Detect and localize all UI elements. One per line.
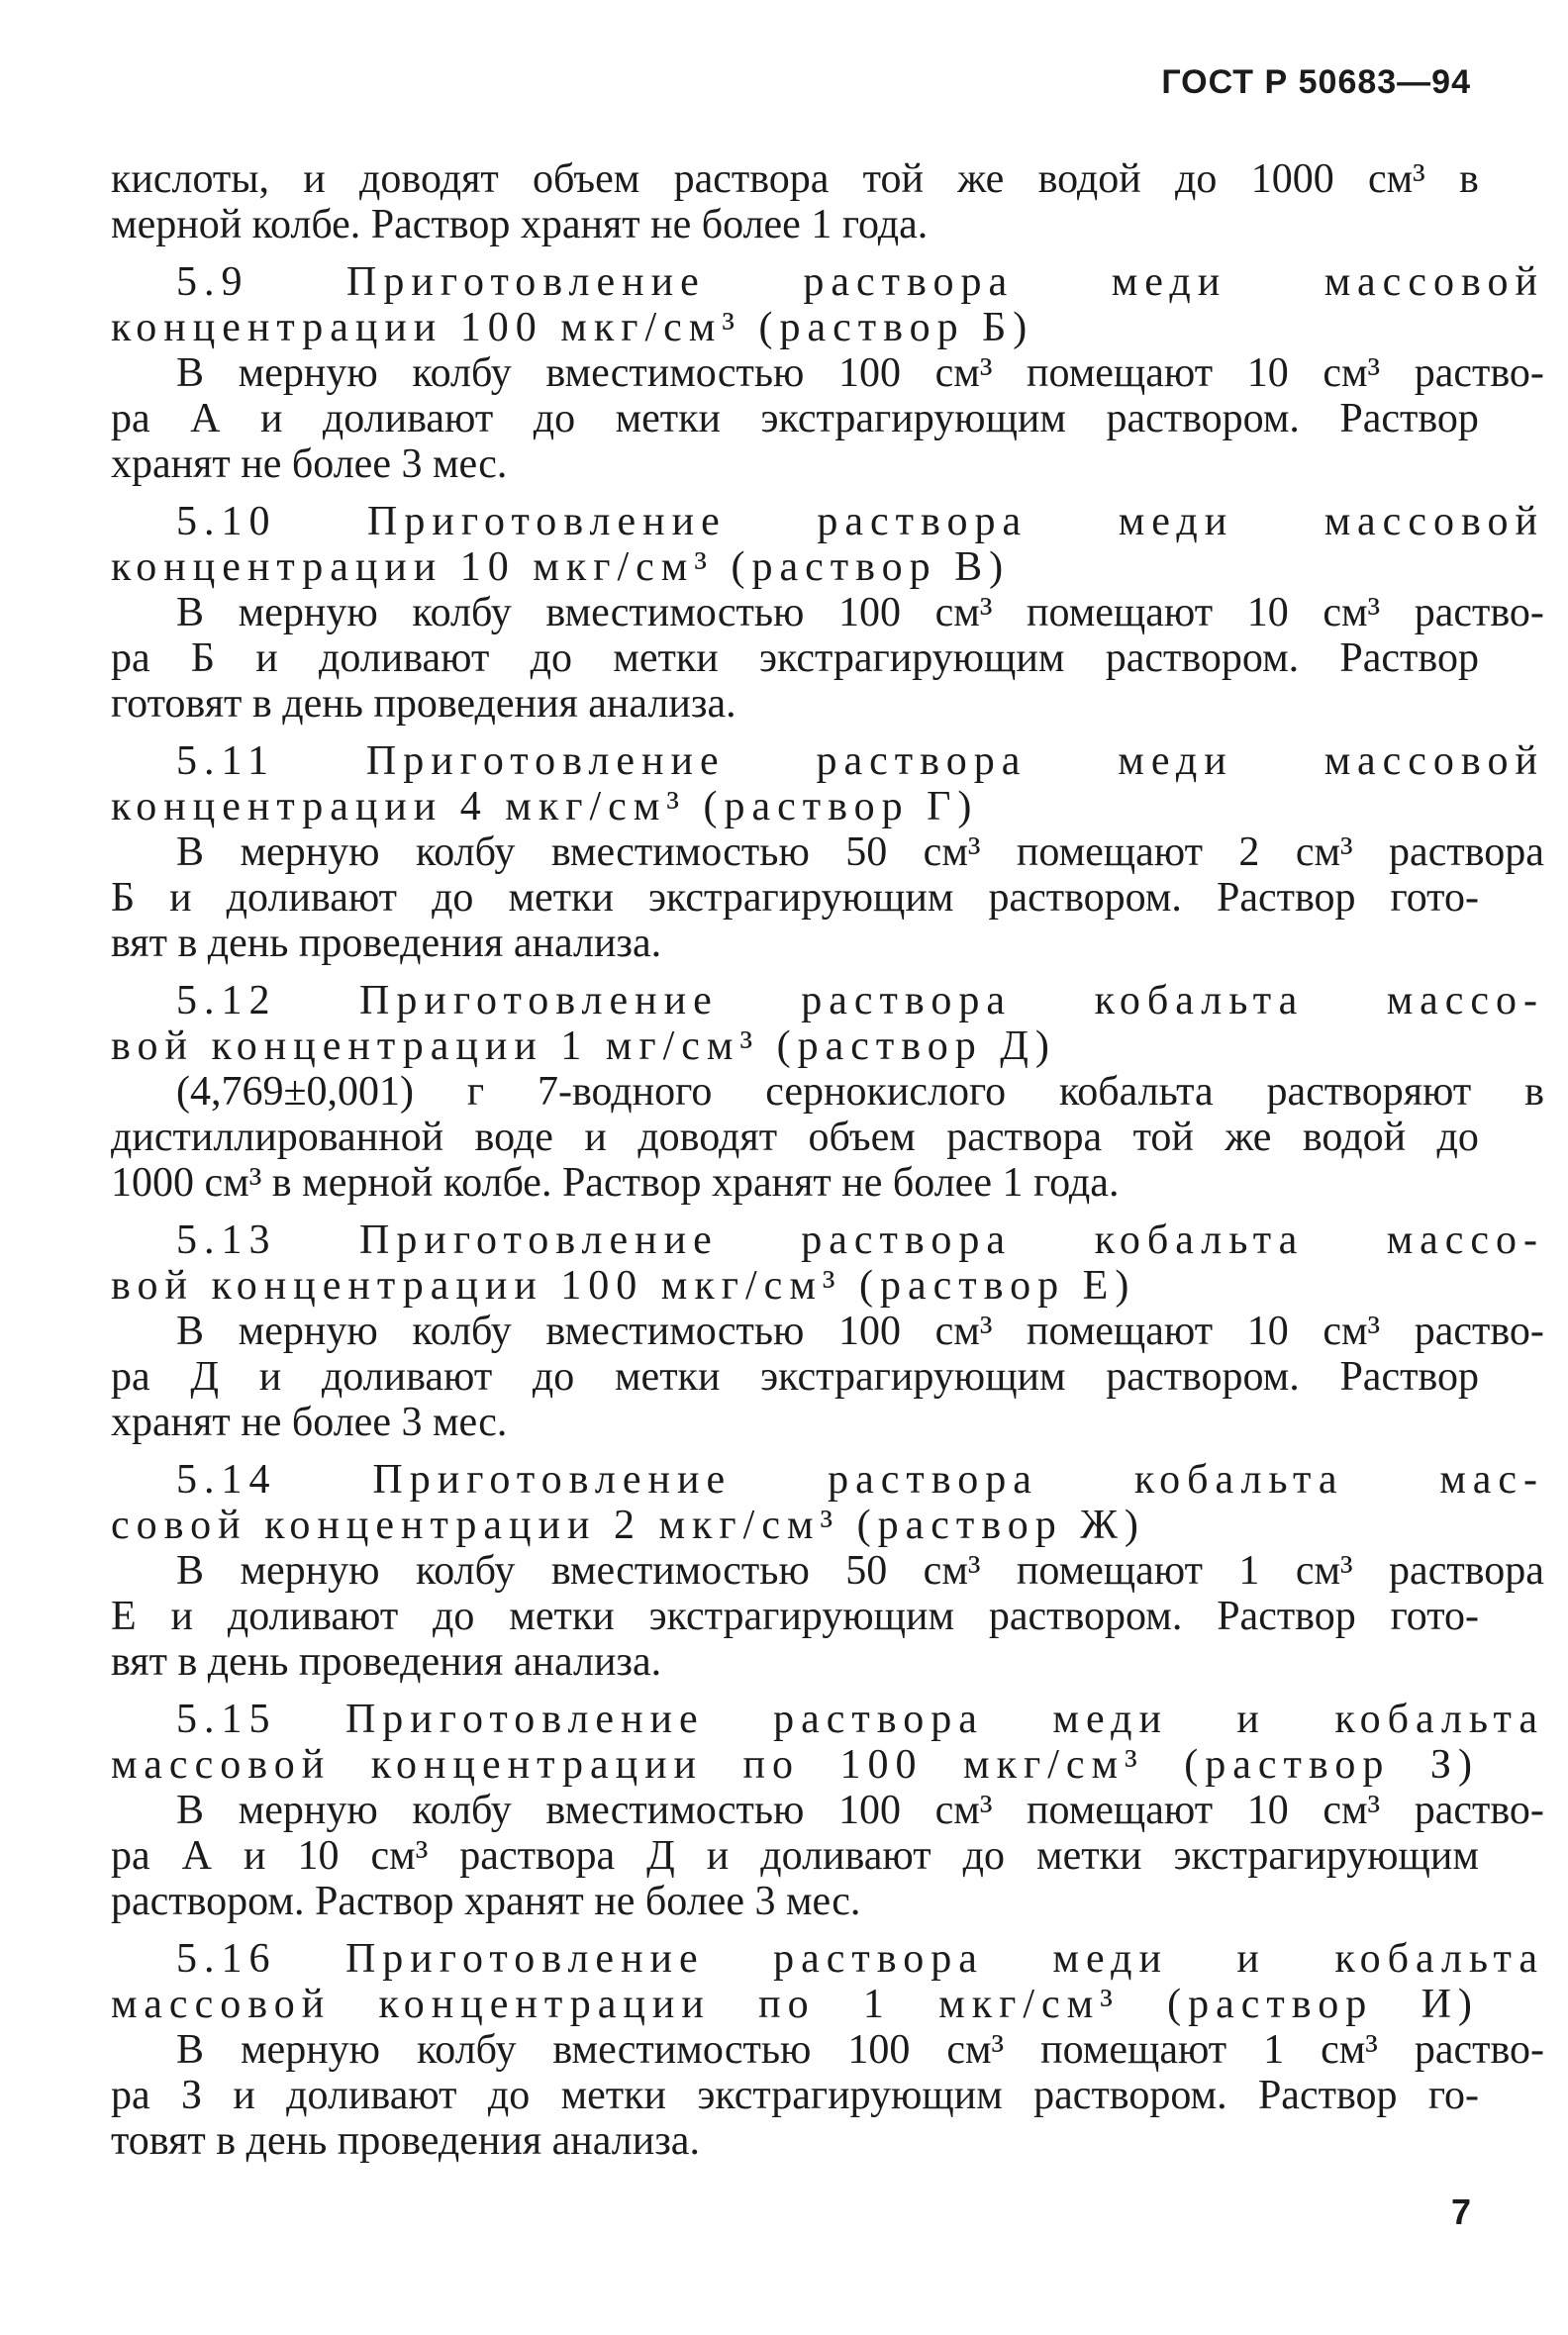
line-word: и [303,156,326,202]
line-word: до [487,2073,531,2118]
line-word: до [530,635,572,681]
line-word: метки [614,1354,721,1400]
line-word: экстрагирующим [697,2073,1003,2118]
line-word: раствора [459,1833,616,1879]
paragraph-line [111,1309,1544,1354]
line-word: 1 [1263,2027,1285,2073]
line-word: 7-водного [537,1069,713,1115]
line-word: вместимостью [552,2027,812,2073]
line-word: 5.13 [176,1217,277,1263]
line-word: в [1524,1069,1544,1115]
line-word: до [1436,1115,1479,1160]
line-word: метки [613,635,719,681]
line-word: метки [560,2073,667,2118]
section-heading [111,1936,1544,1982]
paragraph-line [111,1548,1544,1594]
line-word: (4,769±0,001) [176,1069,415,1115]
line-word: Приготовление [344,1936,705,1982]
line-word: же [1225,1115,1272,1160]
line-word: массо- [1386,978,1544,1023]
line-word: см³ [1321,2027,1378,2073]
line-word: раствора [803,259,1015,305]
line-word: г [466,1069,485,1115]
line-word: и [169,875,192,921]
line-word: кобальта [1334,1697,1544,1742]
line-word: кобальта [1334,1936,1544,1982]
line-word: объем [533,156,640,202]
line-word: 100 [839,1742,924,1788]
line-word: см³ [1323,350,1381,396]
line-word: доводят [359,156,499,202]
line-word: мерную [238,1788,378,1833]
line-word: А [190,396,221,441]
line-word: раствора [817,499,1029,544]
line-word: 100 [838,1309,901,1354]
line-word: кислоты, [111,156,270,202]
line-word: И) [1421,1982,1479,2027]
line-word: см³ [934,350,993,396]
section-heading [111,259,1544,305]
line-word: В [176,1548,205,1594]
page-header-standard: ГОСТ Р 50683—94 [1161,63,1471,101]
line-word: экстрагирующим [647,875,954,921]
line-word: объем [808,1115,916,1160]
line-word: экстрагирующим [758,635,1065,681]
line-word: до [433,1594,475,1639]
paragraph-line: товят в день проведения анализа. [111,2118,700,2164]
line-word: мерную [238,350,378,396]
line-word: и [259,396,283,441]
line-word: дистиллированной [111,1115,444,1160]
line-word: водой [1037,156,1141,202]
line-word: 5.16 [176,1936,277,1982]
line-word: ра [111,396,150,441]
line-word: Е [111,1594,137,1639]
line-word: 1 [1238,1548,1260,1594]
line-word: раствором. [1033,2073,1227,2118]
line-word: доливают [321,1354,493,1400]
line-word: раство- [1414,350,1544,396]
line-word: мерную [240,829,380,875]
line-word: до [533,396,576,441]
line-word: колбу [412,350,512,396]
line-word: той [862,156,924,202]
section-heading [111,1697,1544,1742]
paragraph-line [111,2073,1479,2118]
line-word: 10 [1246,1309,1289,1354]
line-word: 100 [838,350,901,396]
line-word: см³ [934,1788,993,1833]
paragraph-line: 1000 см³ в мерной колбе. Раствор хранят не более 1 года. [111,1160,1120,1206]
section-heading-continued [111,1742,1479,1788]
line-word: 10 [1246,1788,1289,1833]
line-word: Приготовление [344,1697,705,1742]
line-word: вместимостью [545,350,805,396]
paragraph-line [111,2027,1544,2073]
line-word: раствора [673,156,830,202]
line-word: концентрации [378,1982,711,2027]
line-word: доливают [227,1594,399,1639]
section-heading-continued: концентрации 10 мкг/см³ (раствор В) [111,544,1011,590]
line-word: раствором. [1106,1354,1300,1400]
line-word: раствора [801,1217,1013,1263]
section-heading-continued: совой концентрации 2 мкг/см³ (раствор Ж) [111,1503,1145,1548]
section-heading [111,978,1544,1023]
line-word: см³ [934,590,993,635]
line-word: и [706,1833,730,1879]
line-word: колбу [415,1548,516,1594]
paragraph-line: мерной колбе. Раствор хранят не более 1 года. [111,202,929,247]
line-word: гото- [1390,1594,1479,1639]
line-word: Раствор [1339,635,1479,681]
line-word: раствора [828,1457,1038,1503]
line-word: колбу [412,1788,512,1833]
line-word: А [181,1833,212,1879]
line-word: раствора [773,1936,984,1982]
line-word: ра [111,2073,150,2118]
paragraph-line [111,156,1479,202]
line-word: мкг/см³ [938,1982,1120,2027]
line-word: раствором. [988,875,1182,921]
paragraph-line [111,1833,1479,1879]
line-word: кобальта [1094,1217,1305,1263]
line-word: раство- [1414,1309,1544,1354]
line-word: до [432,875,474,921]
paragraph-line [111,590,1544,635]
line-word: (раствор [1167,1982,1374,2027]
line-word: доливают [760,1833,931,1879]
line-word: помещают [1027,590,1214,635]
line-word: 5.11 [176,738,275,784]
line-word: меди [1111,259,1227,305]
paragraph-line [111,829,1544,875]
line-word: го- [1427,2073,1479,2118]
paragraph-line [111,1069,1544,1115]
line-word: мерную [240,1548,380,1594]
paragraph-line [111,1354,1479,1400]
section-heading-continued: концентрации 100 мкг/см³ (раствор Б) [111,305,1034,350]
line-word: З) [1429,1742,1479,1788]
paragraph-line [111,635,1479,681]
line-word: метки [1036,1833,1142,1879]
line-word: вместимостью [545,1309,805,1354]
line-word: 5.14 [176,1457,277,1503]
line-word: помещают [1027,1788,1214,1833]
line-word: колбу [417,2027,517,2073]
line-word: и [1236,1936,1266,1982]
line-word: раствора [773,1697,984,1742]
line-word: Д [190,1354,219,1400]
line-word: 5.10 [176,499,277,544]
line-word: доливают [322,396,494,441]
line-word: массовой [1323,259,1544,305]
line-word: вместимостью [550,829,810,875]
line-word: мерную [240,2027,381,2073]
line-word: см³ [370,1833,429,1879]
line-word: массовой [111,1982,332,2027]
line-word: см³ [1323,1788,1381,1833]
line-word: раствора [816,738,1028,784]
line-word: сернокислого [765,1069,1007,1115]
line-word: В [176,1788,205,1833]
paragraph-line [111,350,1544,396]
section-heading [111,1457,1544,1503]
line-word: экстрагирующим [760,396,1066,441]
line-word: Б [190,635,216,681]
line-word: метки [509,1594,615,1639]
paragraph-line: раствором. Раствор хранят не более 3 мес. [111,1879,861,1924]
line-word: по [742,1742,801,1788]
line-word: 1000 [1250,156,1334,202]
line-word: Приготовление [367,499,727,544]
line-word: вместимостью [550,1548,810,1594]
line-word: до [962,1833,1005,1879]
line-word: раствора [1389,829,1544,875]
line-word: см³ [1323,590,1381,635]
line-word: мас- [1439,1457,1544,1503]
line-word: вместимостью [545,590,805,635]
line-word: см³ [923,829,981,875]
line-word: же [957,156,1005,202]
line-word: 50 [845,829,888,875]
line-word: и [170,1594,193,1639]
line-word: В [176,2027,205,2073]
line-word: В [176,1309,205,1354]
line-word: 50 [845,1548,888,1594]
line-word: Приготовление [372,1457,733,1503]
line-word: по [758,1982,816,2027]
line-word: 10 [297,1833,340,1879]
line-word: 1 [862,1982,891,2027]
section-heading [111,738,1544,784]
paragraph-line: вят в день проведения анализа. [111,921,662,966]
line-word: и [584,1115,607,1160]
line-word: раствором. [1105,635,1300,681]
page-number: 7 [1450,2191,1471,2232]
line-word: и [244,1833,266,1879]
paragraph-line: готовят в день проведения анализа. [111,681,736,727]
line-word: 2 [1238,829,1260,875]
line-word: доливают [319,635,490,681]
line-word: массо- [1386,1217,1544,1263]
line-word: Приготовление [359,978,719,1023]
line-word: водой [1302,1115,1407,1160]
line-word: помещают [1040,2027,1227,2073]
line-word: Д [646,1833,675,1879]
line-word: экстрагирующим [760,1354,1066,1400]
line-word: В [176,350,205,396]
line-word: 5.12 [176,978,277,1023]
line-word: см³ [946,2027,1005,2073]
line-word: 5.15 [176,1697,277,1742]
line-word: метки [615,396,722,441]
paragraph-line: хранят не более 3 мес. [111,441,508,487]
line-word: Раствор [1217,1594,1356,1639]
line-word: гото- [1390,875,1479,921]
document-body [111,156,1544,2164]
line-word: раствором. [988,1594,1183,1639]
line-word: Раствор [1257,2073,1398,2118]
line-word: 10 [1246,350,1289,396]
line-word: раствора [946,1115,1103,1160]
line-word: меди [1052,1936,1168,1982]
paragraph-line: вят в день проведения анализа. [111,1639,662,1685]
line-word: В [176,590,205,635]
paragraph-line [111,396,1479,441]
line-word: раствора [1389,1548,1544,1594]
section-heading-continued: вой концентрации 1 мг/см³ (раствор Д) [111,1023,1056,1069]
line-word: и [1236,1697,1266,1742]
section-heading-continued: концентрации 4 мкг/см³ (раствор Г) [111,784,979,829]
line-word: кобальта [1133,1457,1344,1503]
line-word: мерную [238,1309,378,1354]
line-word: Б [111,875,136,921]
line-word: Приготовление [365,738,726,784]
line-word: колбу [412,1309,512,1354]
line-word: ра [111,635,150,681]
section-heading-continued: вой концентрации 100 мкг/см³ (раствор Е) [111,1263,1136,1309]
line-word: раство- [1414,1788,1544,1833]
section-heading [111,1217,1544,1263]
line-word: раствором. [1106,396,1300,441]
line-word: воде [474,1115,553,1160]
line-word: см³ [923,1548,981,1594]
line-word: массовой [1323,738,1544,784]
line-word: экстрагирующим [1173,1833,1479,1879]
line-word: мкг/см³ [963,1742,1144,1788]
line-word: экстрагирующим [648,1594,955,1639]
line-word: В [176,829,205,875]
line-word: вместимостью [545,1788,805,1833]
line-word: Раствор [1216,875,1356,921]
line-word: помещают [1016,829,1203,875]
paragraph-line [111,875,1479,921]
line-word: в [1459,156,1479,202]
line-word: 5.9 [176,259,249,305]
line-word: см³ [1295,1548,1353,1594]
line-word: кобальта [1059,1069,1214,1115]
line-word: той [1132,1115,1194,1160]
line-word: раство- [1414,2027,1544,2073]
line-word: 100 [847,2027,911,2073]
line-word: и [258,1354,282,1400]
line-word: Приготовление [359,1217,719,1263]
line-word: колбу [415,829,516,875]
line-word: ра [111,1354,150,1400]
line-word: 100 [838,1788,901,1833]
line-word: 10 [1246,590,1289,635]
line-word: доливают [286,2073,457,2118]
line-word: Раствор [1339,1354,1479,1400]
line-word: и [255,635,278,681]
line-word: концентрации [370,1742,704,1788]
line-word: 100 [838,590,901,635]
line-word: Раствор [1339,396,1479,441]
line-word: см³ [1367,156,1425,202]
line-word: Приготовление [346,259,706,305]
section-heading [111,499,1544,544]
line-word: мерную [238,590,378,635]
paragraph-line: хранят не более 3 мес. [111,1400,508,1445]
paragraph-line [111,1788,1544,1833]
line-word: З [180,2073,203,2118]
paragraph-line [111,1594,1479,1639]
line-word: помещают [1027,1309,1214,1354]
line-word: доливают [226,875,398,921]
line-word: раствора [801,978,1013,1023]
section-heading-continued [111,1982,1479,2027]
line-word: и [233,2073,255,2118]
line-word: см³ [934,1309,993,1354]
line-word: см³ [1323,1309,1381,1354]
line-word: массовой [1323,499,1544,544]
line-word: кобальта [1094,978,1305,1023]
line-word: меди [1052,1697,1168,1742]
line-word: помещают [1027,350,1214,396]
line-word: меди [1118,738,1233,784]
line-word: см³ [1295,829,1353,875]
line-word: массовой [111,1742,332,1788]
paragraph-line [111,1115,1479,1160]
line-word: колбу [412,590,512,635]
line-word: помещают [1016,1548,1203,1594]
line-word: раство- [1414,590,1544,635]
line-word: доводят [637,1115,778,1160]
line-word: ра [111,1833,150,1879]
line-word: растворяют [1266,1069,1472,1115]
line-word: до [1175,156,1218,202]
line-word: до [532,1354,575,1400]
line-word: меди [1118,499,1234,544]
line-word: (раствор [1184,1742,1391,1788]
line-word: метки [508,875,614,921]
